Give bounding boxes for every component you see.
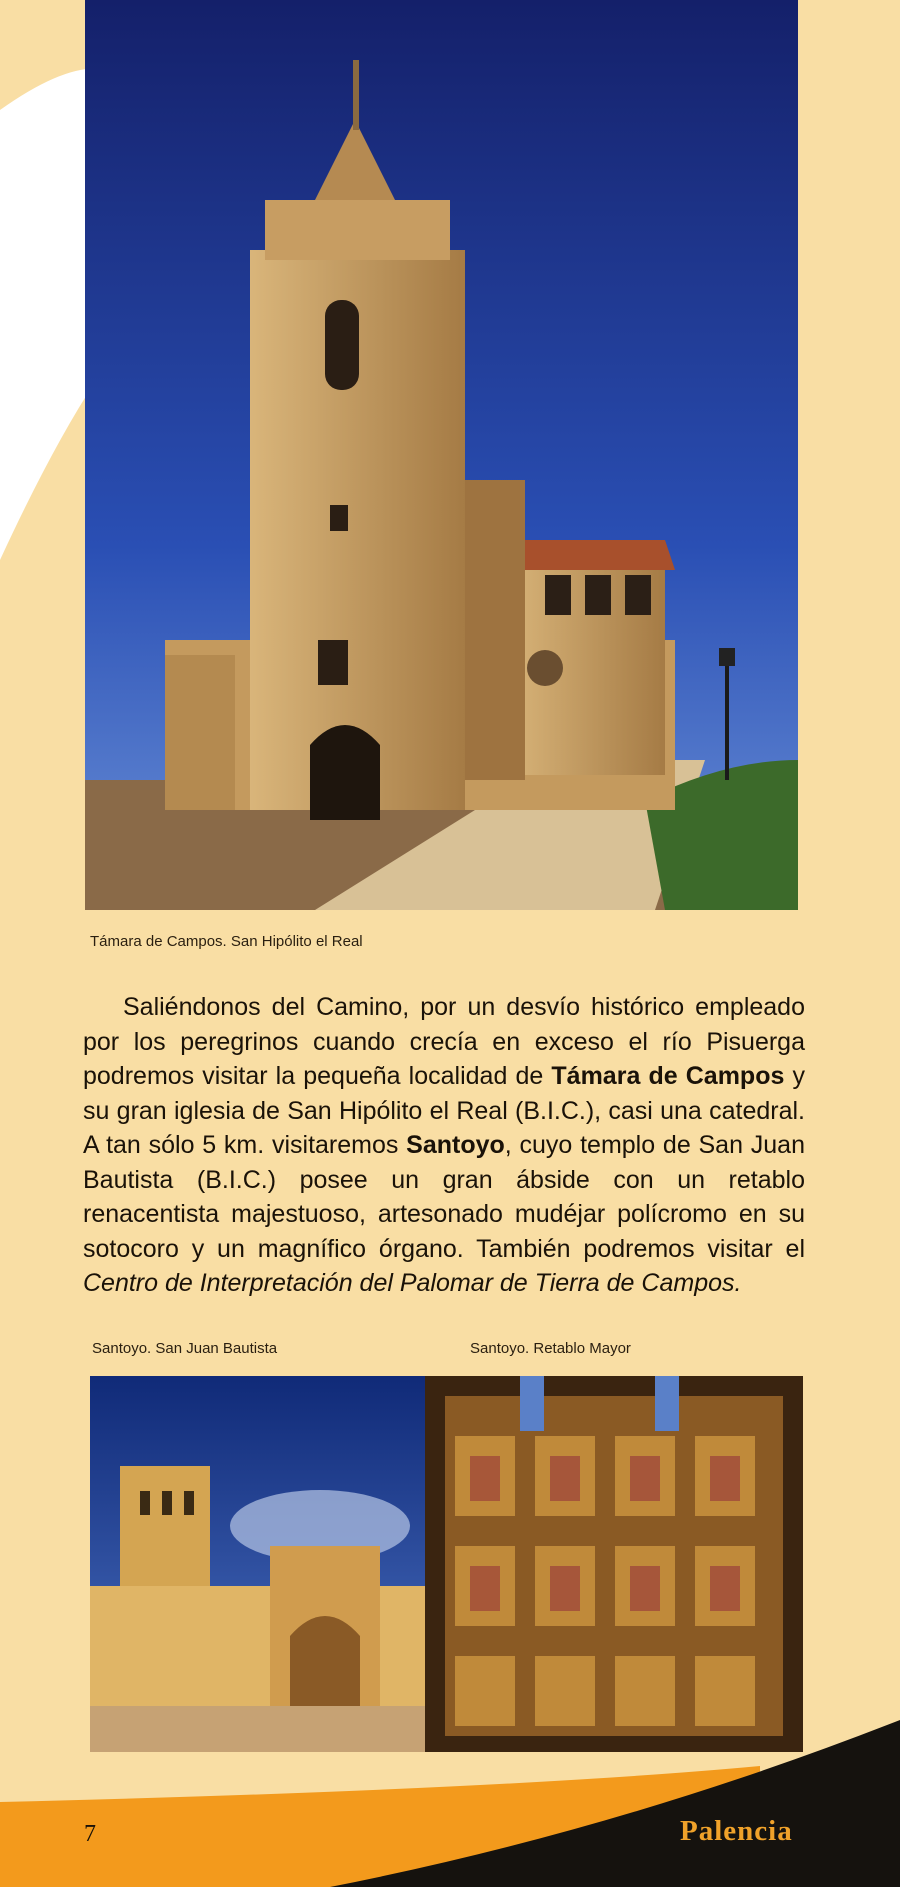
highlight-tamara: Támara de Campos: [551, 1062, 785, 1090]
article-text-2: y su gran iglesia de San Hipólito el Real (B.I.C.), casi una catedral. A tan sólo 5 km. visitaremos: [83, 1062, 806, 1159]
article-text-1: Saliéndonos del Camino, por un desvío histórico empleado por los peregrinos cuando crecía en exceso el río Pisuerga podremos visitar la pequeña localidad de: [83, 993, 805, 1090]
article-text-3: , cuyo templo de San Juan Bautista (B.I.C.) posee un gran ábside con un retablo renacentista majestuoso, artesonado mudéjar polícromo en su sotocoro y un magnífico órgano. También podremos visitar el: [83, 1131, 805, 1263]
article-body: [83, 990, 805, 1301]
article-paragraph: [83, 990, 805, 1301]
caption-santoyo-church: Santoyo. San Juan Bautista: [92, 1340, 278, 1357]
highlight-santoyo: Santoyo: [406, 1131, 505, 1159]
highlight-centro: Centro de Interpretación del Palomar de Tierra de Campos.: [83, 1269, 742, 1297]
caption-tamara: Támara de Campos. San Hipólito el Real: [90, 933, 363, 950]
page-number: 7: [84, 1821, 96, 1847]
footer-band: [0, 1680, 900, 1887]
caption-santoyo-retablo: Santoyo. Retablo Mayor: [470, 1340, 631, 1357]
brand-title: Palencia: [680, 1815, 793, 1847]
photo-tamara-church: [85, 0, 798, 910]
